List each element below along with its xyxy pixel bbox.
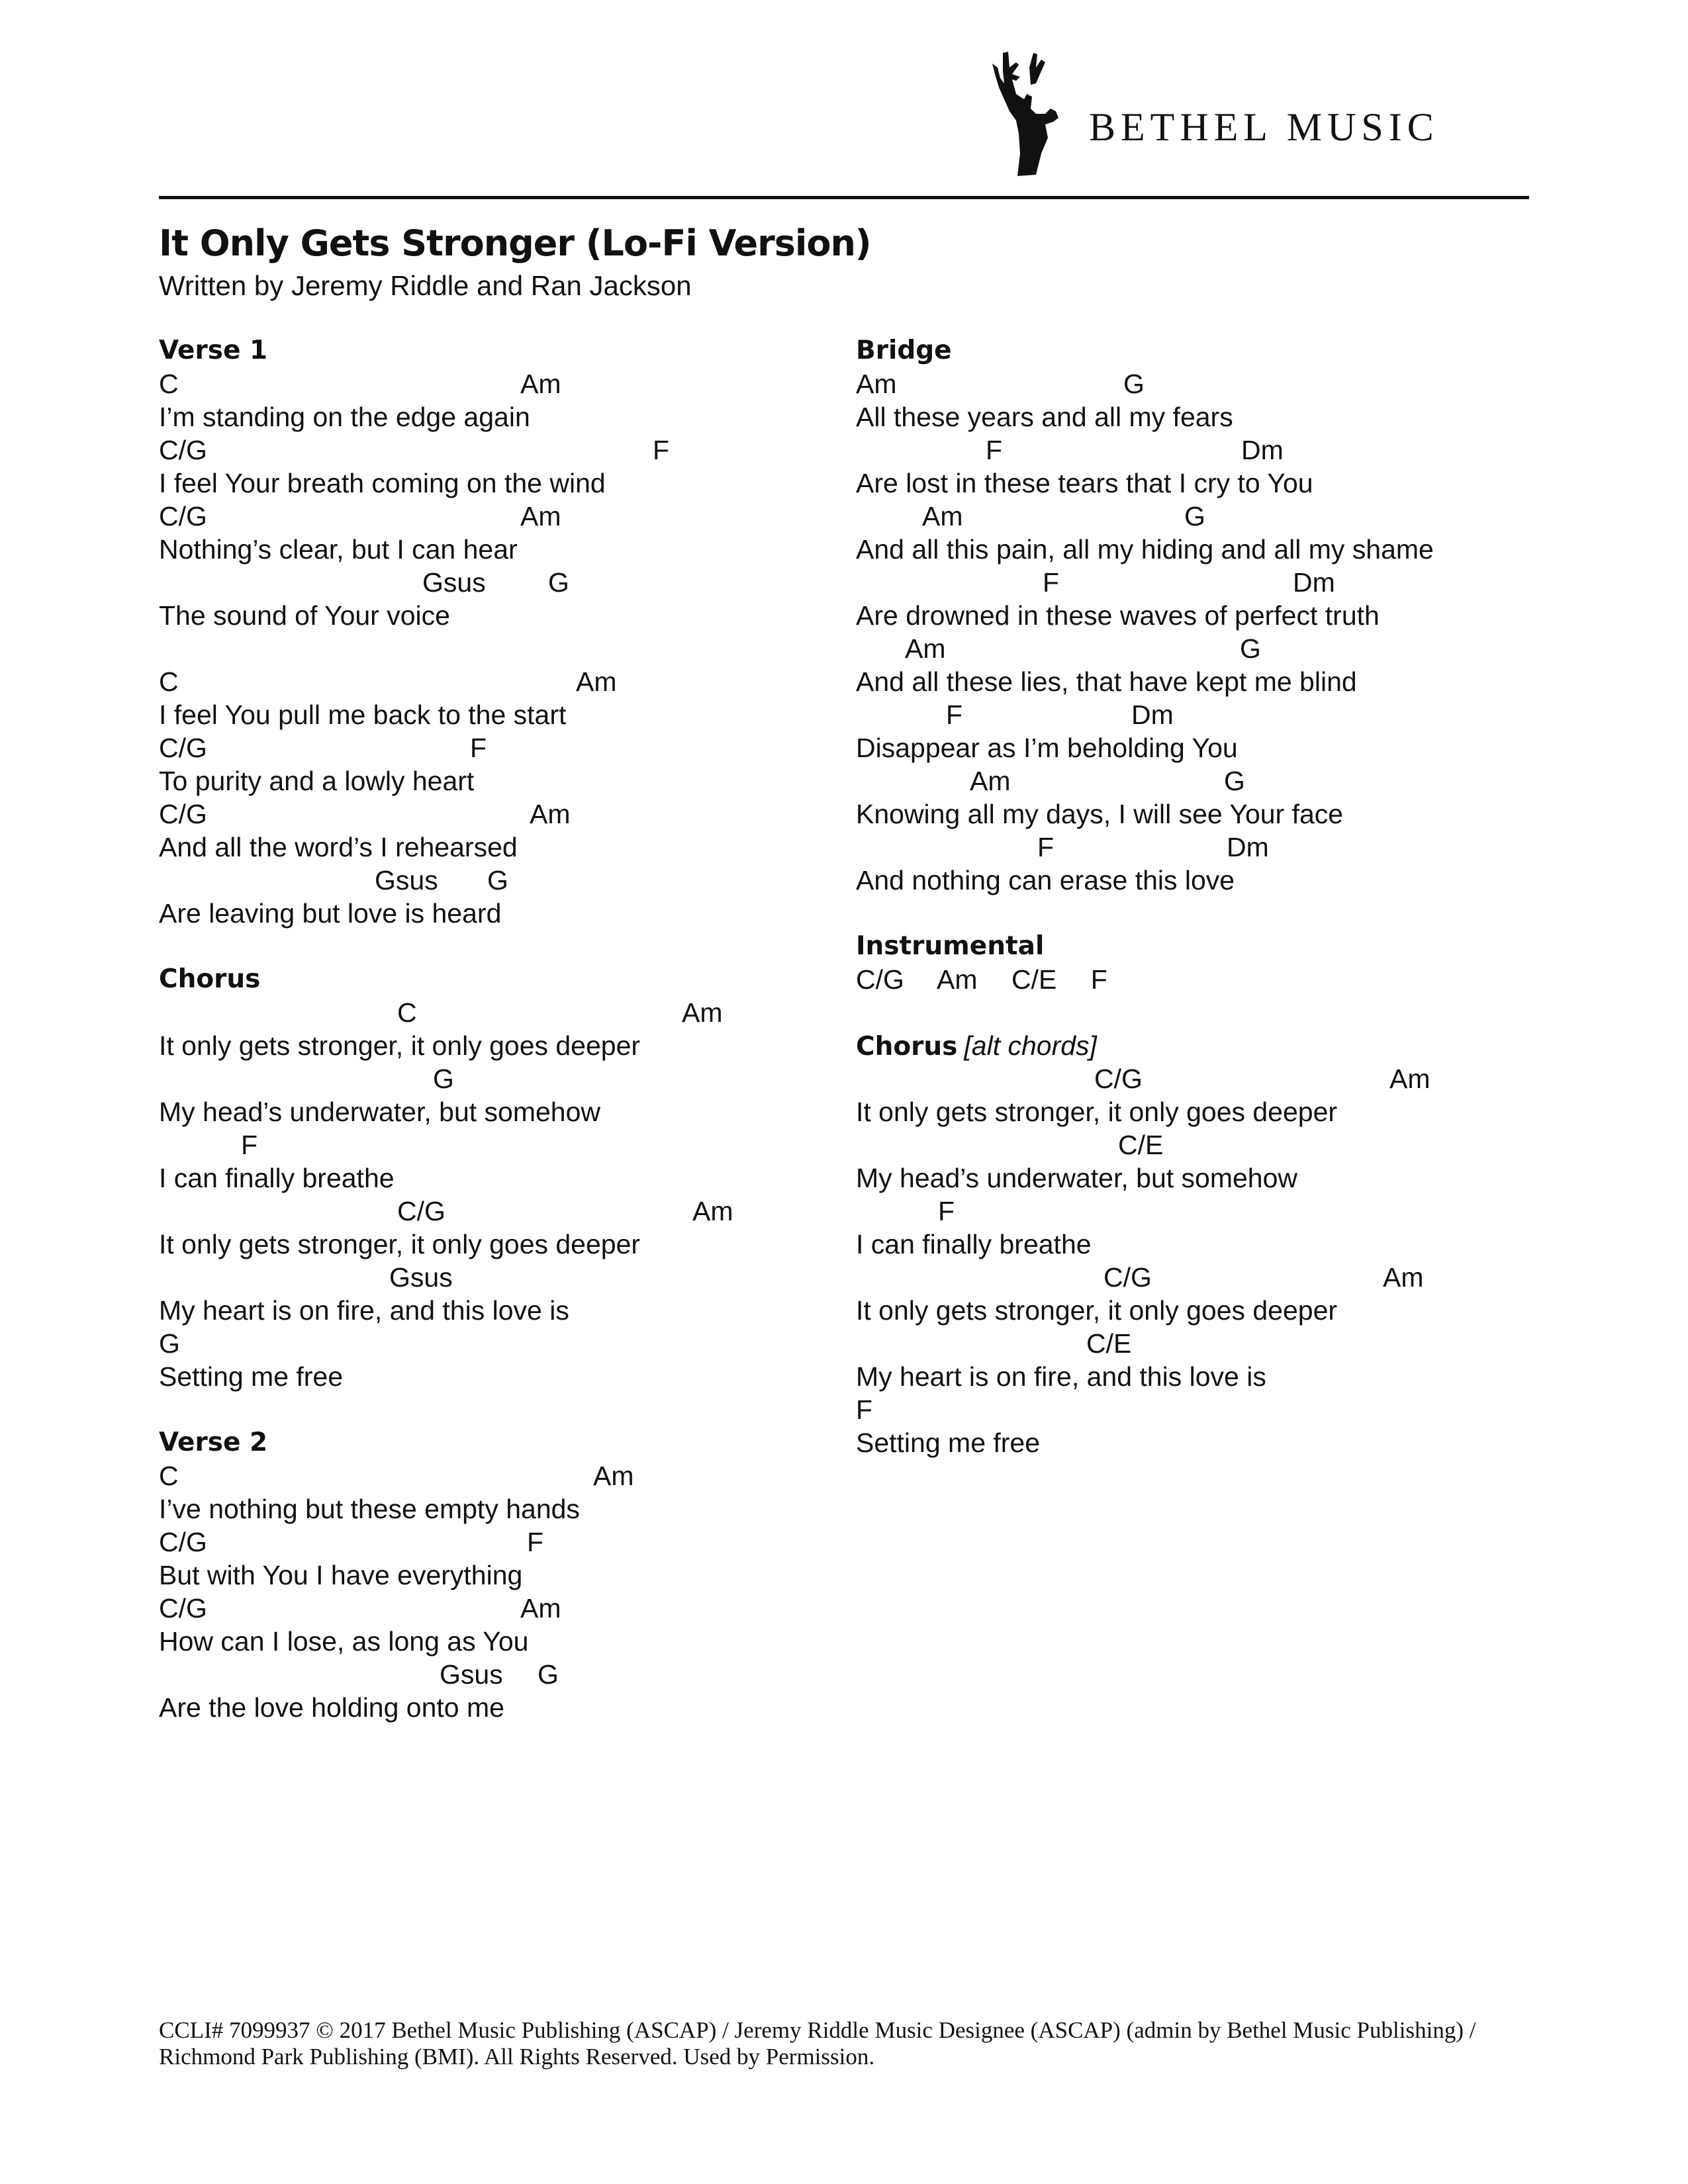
chord: Am [530,799,571,829]
chord: G [433,1064,454,1094]
chord: Am [1383,1262,1424,1293]
chord: F [527,1527,544,1557]
chord-line [159,1327,821,1360]
lyric-line: I’ve nothing but these empty hands [159,1494,580,1524]
chord: Am [593,1461,634,1491]
chord-line [856,566,1518,599]
lyric-line: Setting me free [159,1361,344,1392]
chord-line [856,433,1518,467]
chord: F [1043,567,1060,598]
verse-2 [159,1426,821,1724]
chord-line [856,1128,1518,1161]
chord-line [159,1592,821,1625]
lyric-line: Setting me free [856,1428,1041,1458]
lyric-line: Are leaving but love is heard [159,898,502,929]
chord: G [1240,633,1261,664]
chord-line [159,1261,821,1294]
chord: C/G [1094,1064,1143,1094]
section-heading: Chorus [159,964,261,994]
lyric-line: I’m standing on the edge again [159,402,530,432]
chord-line [159,1062,821,1095]
bridge [856,334,1518,897]
chord-line [856,500,1518,533]
chord-line [159,1525,821,1559]
chord: Gsus [440,1659,503,1690]
chord-line [159,1459,821,1492]
lyric-line: How can I lose, as long as You [159,1626,529,1657]
chord: Dm [1241,435,1284,465]
chord-line [856,764,1518,797]
lyric-line: Are lost in these tears that I cry to You [856,468,1313,498]
chord: F [938,1196,955,1226]
left-column [159,334,821,1757]
header-divider [159,196,1529,199]
chord: G [487,865,508,895]
chord: F [653,435,670,465]
header [0,0,1688,199]
section-heading: Bridge [856,336,952,365]
chorus [159,963,821,1393]
chord: C/G [159,1593,207,1623]
chord-line [159,500,821,533]
chord: F [946,700,963,730]
chord-line [159,1658,821,1691]
chord-line [159,665,821,698]
lyric-line: I can finally breathe [159,1163,395,1193]
brand-name: BETHEL MUSIC [1089,105,1439,149]
chord: C/G [159,1527,207,1557]
chord: Am [937,964,978,995]
chord-line [856,698,1518,731]
chord: C/G [856,964,904,995]
chord-line [159,433,821,467]
chord: G [159,1328,180,1359]
chord: Dm [1131,700,1174,730]
section-note: [alt chords] [964,1030,1097,1061]
lyric-line: It only gets stronger, it only goes deeper [159,1030,641,1061]
lyric-line: It only gets stronger, it only goes deeper [856,1295,1338,1326]
chord: F [1090,964,1107,995]
chord: F [856,1394,873,1425]
chord-line [159,864,821,897]
lyric-line: My heart is on fire, and this love is [856,1361,1266,1392]
lyric-line: And all this pain, all my hiding and all my shame [856,534,1434,565]
lyric-line: To purity and a lowly heart [159,766,475,796]
chord: Dm [1227,832,1269,862]
section-heading: Verse 2 [159,1428,268,1457]
chord: C/E [1086,1328,1132,1359]
chord: G [1184,501,1205,531]
chord: F [241,1130,258,1160]
chord: C [159,666,179,697]
chord: G [1224,766,1245,796]
chord: C/E [1118,1130,1164,1160]
chord-line [159,1128,821,1161]
chord: G [1123,369,1145,399]
lyric-line: My head’s underwater, but somehow [856,1163,1298,1193]
chord-line [856,1393,1518,1426]
chord: Gsus [375,865,438,895]
lyric-line: The sound of Your voice [159,600,450,631]
section-heading: Instrumental [856,931,1045,961]
chord-line [856,1261,1518,1294]
chord: Am [520,369,561,399]
lyric-line: It only gets stronger, it only goes deeper [856,1097,1338,1127]
instrumental [856,930,1518,996]
lyric-line: All these years and all my fears [856,402,1233,432]
lyric-line: And nothing can erase this love [856,865,1235,895]
lyric-line: And all these lies, that have kept me blind [856,666,1357,697]
chord-line [159,367,821,400]
chord: Am [520,1593,561,1623]
lyric-line: My heart is on fire, and this love is [159,1295,569,1326]
lyric-line: I can finally breathe [856,1229,1092,1259]
song-title: It Only Gets Stronger (Lo-Fi Version) [159,222,871,264]
chord: C/G [397,1196,445,1226]
chord-line [856,1195,1518,1228]
chord: G [548,567,569,598]
chord: Am [692,1196,733,1226]
chord: G [538,1659,559,1690]
section-heading: Verse 1 [159,336,268,365]
instrumental-chords [856,963,1518,996]
chord-line [159,797,821,831]
chord: Am [1389,1064,1430,1094]
lyric-line: It only gets stronger, it only goes deeper [159,1229,641,1259]
chord: Am [520,501,561,531]
lyric-line: I feel You pull me back to the start [159,700,567,730]
lyric-line: And all the word’s I rehearsed [159,832,518,862]
chord: Am [856,369,897,399]
chord: F [986,435,1003,465]
chord: Am [905,633,946,664]
chord-line [856,1327,1518,1360]
lyric-line: Are the love holding onto me [159,1692,504,1723]
chord: C/G [159,501,207,531]
lyric-line: Nothing’s clear, but I can hear [159,534,518,565]
copyright-footer: CCLI# 7099937 © 2017 Bethel Music Publishing (ASCAP) / Jeremy Riddle Music Designee (ASCAP) (admin by Bethel Music Publishing) / Richmond Park Publishing (BMI). All Rights Reserved. Used by Permission. [159,2017,1476,2070]
chord-line [159,566,821,599]
song-writers: Written by Jeremy Riddle and Ran Jackson [159,270,692,301]
chord: F [470,733,487,763]
chord: C/G [159,733,207,763]
verse-1 [159,334,821,632]
chord-line [856,831,1518,864]
deer-head-icon [990,48,1076,177]
chord: Am [922,501,963,531]
chord: Am [970,766,1011,796]
chord: C/E [1011,964,1057,995]
chord: C [397,997,417,1028]
right-column [856,334,1518,1492]
chord-line [856,367,1518,400]
chorus-alt-chords [856,1029,1518,1459]
chord-line [856,1062,1518,1095]
chord: Gsus [422,567,486,598]
chord: C/G [159,799,207,829]
lyric-line: Disappear as I’m beholding You [856,733,1238,763]
chord: C/G [1103,1262,1152,1293]
lyric-line: Are drowned in these waves of perfect truth [856,600,1380,631]
section-heading: Chorus [856,1032,958,1062]
chord: Am [576,666,617,697]
chord: F [1037,832,1055,862]
chord-line [159,731,821,764]
chord: Am [682,997,723,1028]
lyric-line: My head’s underwater, but somehow [159,1097,601,1127]
lyric-line: I feel Your breath coming on the wind [159,468,606,498]
lyric-line: But with You I have everything [159,1560,523,1590]
section-heading-row [856,1029,1518,1062]
verse-1-continued [159,665,821,930]
chord: C/G [159,435,207,465]
chord-line [159,1195,821,1228]
chord-line [856,632,1518,665]
chord: C [159,369,179,399]
chord-line [159,996,821,1029]
chord: Dm [1293,567,1335,598]
chord: Gsus [389,1262,453,1293]
chord: C [159,1461,179,1491]
lyric-line: Knowing all my days, I will see Your face [856,799,1344,829]
